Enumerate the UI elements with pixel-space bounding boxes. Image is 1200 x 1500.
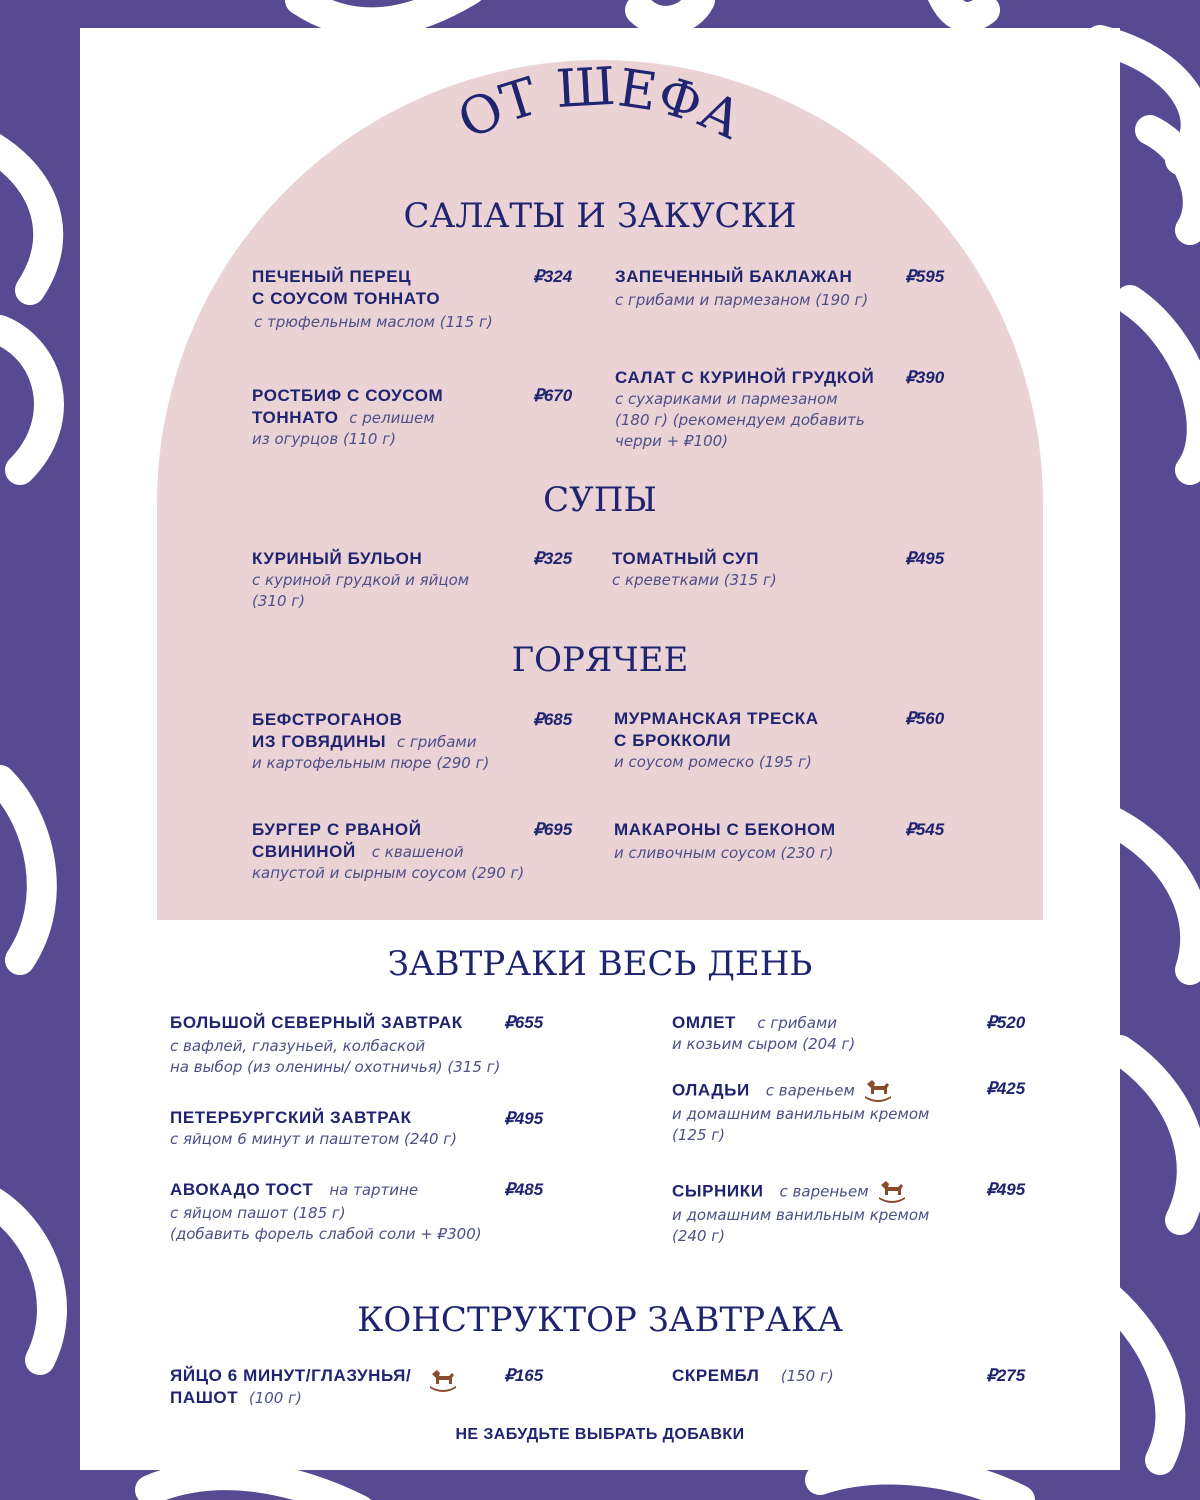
item-name: СКРЕМБЛ <box>672 1366 760 1385</box>
item-price: ₽595 <box>905 267 945 286</box>
item-price: ₽495 <box>986 1180 1026 1199</box>
addons-reminder: НЕ ЗАБУДЬТЕ ВЫБРАТЬ ДОБАВКИ <box>455 1426 745 1443</box>
item-description: с трюфельным маслом (115 г) <box>254 313 493 331</box>
rocking-horse-icon <box>863 1078 893 1104</box>
item-description: капустой и сырным соусом (290 г) <box>252 864 525 882</box>
menu-item <box>615 367 874 452</box>
item-price: ₽275 <box>986 1366 1026 1385</box>
item-price: ₽655 <box>504 1013 544 1032</box>
item-name: ТОМАТНЫЙ СУП <box>612 549 760 568</box>
item-name: ЗАПЕЧЕННЫЙ БАКЛАЖАН <box>615 267 853 286</box>
rocking-horse-icon <box>428 1368 458 1394</box>
item-name: БЕФСТРОГАНОВ <box>252 710 403 729</box>
item-name: БУРГЕР С РВАНОЙ <box>252 820 422 839</box>
section-title-hot: ГОРЯЧЕЕ <box>511 640 689 680</box>
item-name: ТОННАТО <box>252 408 339 427</box>
item-description: с вафлей, глазуньей, колбаской <box>170 1037 426 1055</box>
menu-item <box>170 1012 500 1078</box>
item-description: и картофельным пюре (290 г) <box>252 754 490 772</box>
menu-item <box>614 819 836 864</box>
item-price: ₽695 <box>533 820 573 839</box>
item-name: ПЕЧЕНЫЙ ПЕРЕЦ <box>252 267 412 286</box>
menu-item <box>614 708 819 773</box>
item-name: ОМЛЕТ <box>672 1013 737 1032</box>
menu-item <box>672 1078 929 1146</box>
item-description: и домашним ванильным кремом <box>672 1206 930 1224</box>
item-name: ЯЙЦО 6 МИНУТ/ГЛАЗУНЬЯ/ <box>170 1366 412 1385</box>
item-name: БОЛЬШОЙ СЕВЕРНЫЙ ЗАВТРАК <box>170 1013 463 1032</box>
item-description: на тартине <box>329 1181 419 1199</box>
item-description: с грибами <box>396 733 477 751</box>
item-price: ₽390 <box>905 368 945 387</box>
item-description: черри + ₽100) <box>615 432 729 450</box>
menu-item <box>252 819 524 884</box>
item-price: ₽325 <box>533 549 573 568</box>
item-price: ₽495 <box>905 549 945 568</box>
item-description: с квашеной <box>371 843 464 861</box>
rocking-horse-icon <box>877 1179 907 1205</box>
item-description: (240 г) <box>672 1227 725 1245</box>
item-price: ₽560 <box>905 709 945 728</box>
item-name: РОСТБИФ С СОУСОМ <box>252 386 444 405</box>
item-name: КУРИНЫЙ БУЛЬОН <box>252 549 423 568</box>
menu-item <box>672 1365 834 1387</box>
item-name: ИЗ ГОВЯДИНЫ <box>252 732 387 751</box>
item-price: ₽425 <box>986 1079 1026 1098</box>
menu-item <box>252 548 469 612</box>
item-description: на выбор (из оленины/ охотничья) (315 г) <box>170 1058 501 1076</box>
item-description: с яйцом 6 минут и паштетом (240 г) <box>170 1130 458 1148</box>
item-description: из огурцов (110 г) <box>252 430 396 448</box>
item-description: с куриной грудкой и яйцом <box>252 571 470 589</box>
section-title-soups: СУПЫ <box>543 480 657 520</box>
menu-item <box>252 266 493 333</box>
chef-title <box>0 0 1200 200</box>
item-description: с вареньем <box>765 1081 855 1100</box>
item-name: МУРМАНСКАЯ ТРЕСКА <box>614 709 819 728</box>
menu-item <box>252 385 443 450</box>
item-price: ₽670 <box>533 386 573 405</box>
item-description: и сливочным соусом (230 г) <box>614 844 834 862</box>
svg-text:ОТ ШЕФА <box>449 57 751 152</box>
item-price: ₽324 <box>533 267 573 286</box>
menu-item <box>252 709 489 774</box>
item-description: и домашним ванильным кремом <box>672 1105 930 1123</box>
item-price: ₽520 <box>986 1013 1026 1032</box>
section-title-salads: САЛАТЫ И ЗАКУСКИ <box>403 196 797 236</box>
menu-item <box>170 1107 457 1150</box>
item-description: с релишем <box>349 409 435 427</box>
item-name: С СОУСОМ ТОННАТО <box>252 289 441 308</box>
item-description: (150 г) <box>780 1367 834 1385</box>
item-name: ПЕТЕРБУРГСКИЙ ЗАВТРАК <box>170 1108 412 1127</box>
menu-item <box>170 1179 482 1245</box>
item-name: МАКАРОНЫ С БЕКОНОМ <box>614 820 836 839</box>
item-price: ₽485 <box>504 1180 544 1199</box>
item-description: и козьим сыром (204 г) <box>672 1035 856 1053</box>
menu-item <box>612 548 777 591</box>
item-name: СВИНИНОЙ <box>252 842 356 861</box>
menu-item <box>672 1179 929 1247</box>
item-description: (125 г) <box>672 1126 725 1144</box>
item-price: ₽545 <box>905 820 945 839</box>
chef-title-text: ОТ ШЕФА <box>449 56 751 152</box>
item-name: ПАШОТ <box>170 1388 239 1407</box>
section-title-builder: КОНСТРУКТОР ЗАВТРАКА <box>357 1300 843 1340</box>
item-name: ОЛАДЬИ <box>672 1080 750 1100</box>
item-description: с яйцом пашот (185 г) <box>170 1204 346 1222</box>
item-name: САЛАТ С КУРИНОЙ ГРУДКОЙ <box>615 368 875 387</box>
item-description: (180 г) (рекомендуем добавить <box>615 411 865 429</box>
item-description: с грибами и пармезаном (190 г) <box>615 291 869 309</box>
item-name: АВОКАДО ТОСТ <box>170 1180 314 1199</box>
menu-item <box>170 1365 411 1409</box>
item-price: ₽685 <box>533 710 573 729</box>
item-name: С БРОККОЛИ <box>614 731 732 750</box>
item-description: (добавить форель слабой соли + ₽300) <box>170 1225 482 1243</box>
menu-item <box>672 1012 855 1055</box>
item-price: ₽165 <box>504 1366 544 1385</box>
item-description: с вареньем <box>779 1182 869 1201</box>
item-description: (310 г) <box>252 592 305 610</box>
item-name: СЫРНИКИ <box>672 1181 764 1201</box>
section-title-breakfast: ЗАВТРАКИ ВЕСЬ ДЕНЬ <box>387 944 813 984</box>
item-description: и соусом ромеско (195 г) <box>614 753 812 771</box>
item-description: с грибами <box>757 1014 838 1032</box>
item-price: ₽495 <box>504 1109 544 1128</box>
item-description: с креветками (315 г) <box>612 571 777 589</box>
item-description: с сухариками и пармезаном <box>615 390 838 408</box>
item-description: (100 г) <box>248 1389 302 1407</box>
menu-item <box>615 266 868 311</box>
